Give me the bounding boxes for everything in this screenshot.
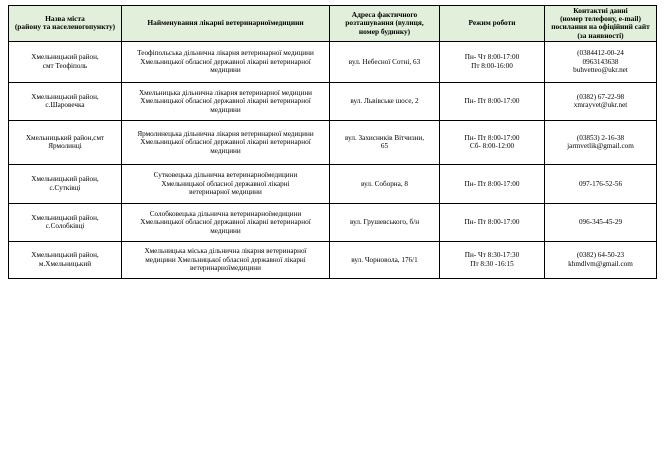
- cell-address: вул. Небесної Сотні, 63: [330, 41, 440, 82]
- cell-contacts: (0382) 64-50-23 khmdlvm@gmail.com: [545, 241, 657, 278]
- cell-place: Хмельницький район, смт Теофіполь: [9, 41, 122, 82]
- cell-contacts: (0382) 67-22-98 xmrayvet@ukr.net: [545, 82, 657, 120]
- cell-clinic-name: Ярмолинецька дільнична лікарня ветеринарної медицини Хмельницької обласної державної лікарні ветеринарної медицини: [122, 120, 330, 164]
- cell-address: вул. Грушевського, б/н: [330, 203, 440, 241]
- table-row: [9, 164, 657, 203]
- cell-address: вул. Чорновола, 176/1: [330, 241, 440, 278]
- cell-hours: Пн- Пт 8:00-17:00: [440, 203, 545, 241]
- table-row: [9, 120, 657, 164]
- vet-clinics-table: [8, 5, 657, 279]
- cell-contacts: 097-176-52-56: [545, 164, 657, 203]
- cell-contacts: (03853) 2-16-38 jarmvetlik@gmail.com: [545, 120, 657, 164]
- cell-address: вул. Соборна, 8: [330, 164, 440, 203]
- cell-hours: Пн- Чт 8:30-17:30 Пт 8:30 -16:15: [440, 241, 545, 278]
- cell-contacts: (0384412-00-24 0963143638 buhvetteo@ukr.net: [545, 41, 657, 82]
- cell-contacts: 096-345-45-29: [545, 203, 657, 241]
- cell-hours: Пн- Пт 8:00-17:00: [440, 164, 545, 203]
- header-hours: Режим роботи: [440, 6, 545, 42]
- cell-hours: Пн- Пт 8:00-17:00: [440, 82, 545, 120]
- table-row: [9, 82, 657, 120]
- cell-place: Хмельницький район,смт Ярмолинці: [9, 120, 122, 164]
- header-contacts: Контактні данні (номер телефону, e-mail) посилання на офіційний сайт (за наявності): [545, 6, 657, 42]
- cell-place: Хмельницький район, м.Хмельницький: [9, 241, 122, 278]
- header-place: Назва міста (району та населеногопункту): [9, 6, 122, 42]
- cell-hours: Пн- Пт 8:00-17:00 Сб- 8:00-12:00: [440, 120, 545, 164]
- cell-address: вул. Львівське шосе, 2: [330, 82, 440, 120]
- cell-clinic-name: Хмельницька міська дільнична лікарня ветеринарної медицини Хмельницької обласної державної лікарні ветеринарноїмедицини: [122, 241, 330, 278]
- header-address: Адреса фактичного розташування (вулиця, номер будинку): [330, 6, 440, 42]
- table-header-row: [9, 6, 657, 42]
- table-row: [9, 241, 657, 278]
- cell-address: вул. Захисників Вітчизни, 65: [330, 120, 440, 164]
- header-clinic-name: Найменування лікарні ветеринарноїмедицини: [122, 6, 330, 42]
- table-row: [9, 203, 657, 241]
- cell-clinic-name: Хмельницька дільнична лікарня ветеринарної медицини Хмельницької обласної державної лікарні ветеринарної медицини: [122, 82, 330, 120]
- cell-place: Хмельницький район, с.Шаровечка: [9, 82, 122, 120]
- cell-clinic-name: Теофіпольська дільнична лікарня ветеринарної медицини Хмельницької обласної державної лікарні ветеринарної медицини: [122, 41, 330, 82]
- cell-hours: Пн- Чт 8:00-17:00 Пт 8:00-16:00: [440, 41, 545, 82]
- cell-clinic-name: Солобковецька дільнична ветеринарноїмедицини Хмельницької обласної державної лікарні ветеринарної медицини: [122, 203, 330, 241]
- cell-place: Хмельницький район, с.Солобківці: [9, 203, 122, 241]
- cell-place: Хмельницький район, с.Сутківці: [9, 164, 122, 203]
- table-row: [9, 41, 657, 82]
- cell-clinic-name: Сутковецька дільнична ветеринарноїмедицини Хмельницької обласної державної лікарні ветеринарної медицини: [122, 164, 330, 203]
